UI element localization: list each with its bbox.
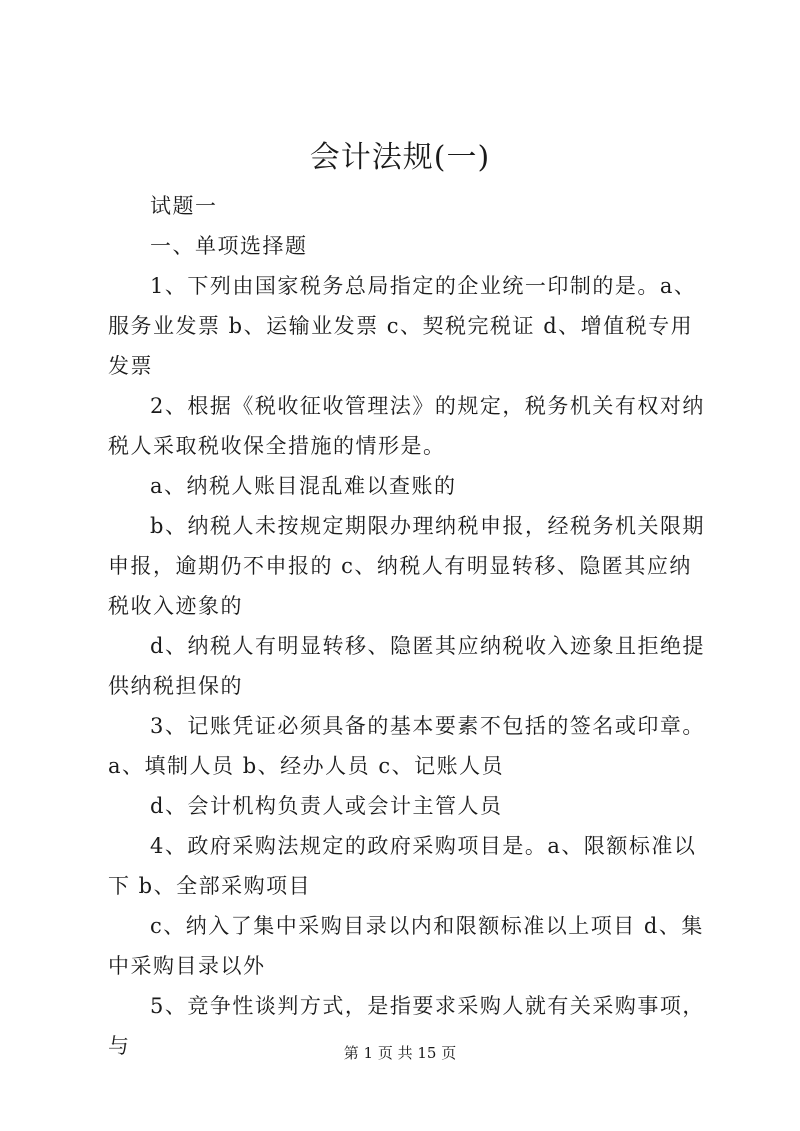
paragraph: 5、竞争性谈判方式，是指要求采购人就有关采购事项，与: [108, 994, 705, 1058]
paragraph: 2、根据《税收征收管理法》的规定，税务机关有权对纳税人采取税收保全措施的情形是。: [108, 394, 705, 458]
paragraph: a、纳税人账目混乱难以查账的: [150, 474, 457, 498]
paragraph: 4、政府采购法规定的政府采购项目是。a、限额标准以下 b、全部采购项目: [108, 834, 697, 898]
paragraph: d、会计机构负责人或会计主管人员: [150, 794, 503, 818]
paragraph: 1、下列由国家税务总局指定的企业统一印制的是。a、服务业发票 b、运输业发票 c、契税完税证 d、增值税专用发票: [108, 274, 697, 378]
document-title: 会计法规(一): [309, 140, 491, 175]
paragraph: c、纳入了集中采购目录以内和限额标准以上项目 d、集中采购目录以外: [108, 914, 704, 978]
paragraph: 3、记账凭证必须具备的基本要素不包括的签名或印章。a、填制人员 b、经办人员 c、记账人员: [108, 714, 705, 778]
paragraph: d、纳税人有明显转移、隐匿其应纳税收入迹象且拒绝提供纳税担保的: [108, 634, 705, 698]
paragraph: 试题一: [150, 194, 218, 218]
paragraph: 一、单项选择题: [150, 234, 308, 258]
page-number-footer: 第 1 页 共 15 页: [343, 1044, 457, 1062]
paragraph: b、纳税人未按规定期限办理纳税申报，经税务机关限期申报，逾期仍不申报的 c、纳税人有明显转移、隐匿其应纳税收入迹象的: [108, 514, 705, 618]
document-body: [108, 186, 708, 1066]
